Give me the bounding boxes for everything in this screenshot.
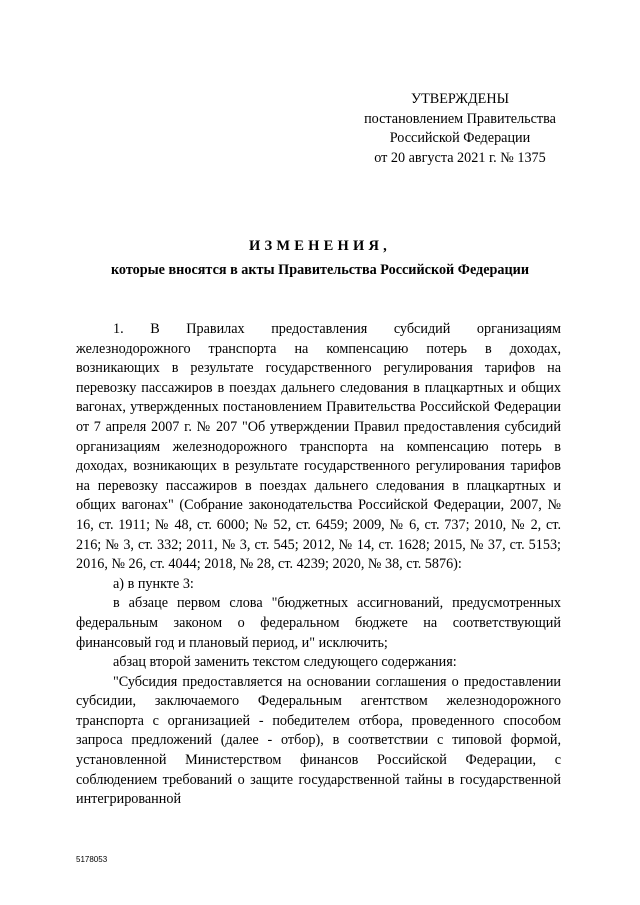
approval-authority: Российской Федерации: [389, 130, 531, 146]
approval-decree: постановлением Правительства: [364, 110, 556, 127]
approval-block: [340, 90, 580, 168]
paragraph-2: а) в пункте 3:: [113, 575, 194, 592]
paragraph-5: "Субсидия предоставляется на основании соглашения о предоставлении субсидии, заключаемого Федеральным агентством железнодорожного транспорта с организацией - победителем отбора, проведенного способом запроса предложений (далее - отбор), в соответствии с типовой формой, установленной Министерством финансов Российской Федерации, с соблюдением требований о защите государственной тайны в государственной интегрированной: [76, 673, 561, 808]
paragraph-1: 1. В Правилах предоставления субсидий организациям железнодорожного транспорта на компенсацию потерь в доходах, возникающих в результате государственного регулирования тарифов на перевозку пассажиров в поездах дальнего следования в плацкартных и общих вагонах, утвержденных постановлением Правительства Российской Федерации от 7 апреля 2007 г. № 207 "Об утверждении Правил предоставления субсидий организациям железнодорожного транспорта на компенсацию потерь в доходах, возникающих в результате государственного регулирования тарифов на перевозку пассажиров в поездах дальнего следования в плацкартных и общих вагонах" (Собрание законодательства Российской Федерации, 2007, № 16, ст. 1911; № 48, ст. 6000; № 52, ст. 6459; 2009, № 6, ст. 737; 2010, № 2, ст. 216; № 3, ст. 332; 2011, № 3, ст. 545; 2012, № 14, ст. 1628; 2015, № 37, ст. 5153; 2016, № 26, ст. 4044; 2018, № 28, ст. 4239; 2020, № 38, ст. 5876):: [76, 321, 561, 573]
document-subtitle: которые вносятся в акты Правительства Российской Федерации: [110, 262, 530, 278]
approval-status: УТВЕРЖДЕНЫ: [411, 91, 509, 107]
document-title: ИЗМЕНЕНИЯ,: [249, 238, 391, 254]
paragraph-4: абзац второй заменить текстом следующего содержания:: [113, 654, 457, 671]
document-body: [76, 320, 561, 810]
document-code: 5178053: [76, 855, 108, 864]
paragraph-3: в абзаце первом слова "бюджетных ассигнований, предусмотренных федеральным законом о федеральном бюджете на соответствующий финансовый год и плановый период, и" исключить;: [76, 595, 561, 651]
approval-date-number: от 20 августа 2021 г. № 1375: [374, 149, 546, 166]
